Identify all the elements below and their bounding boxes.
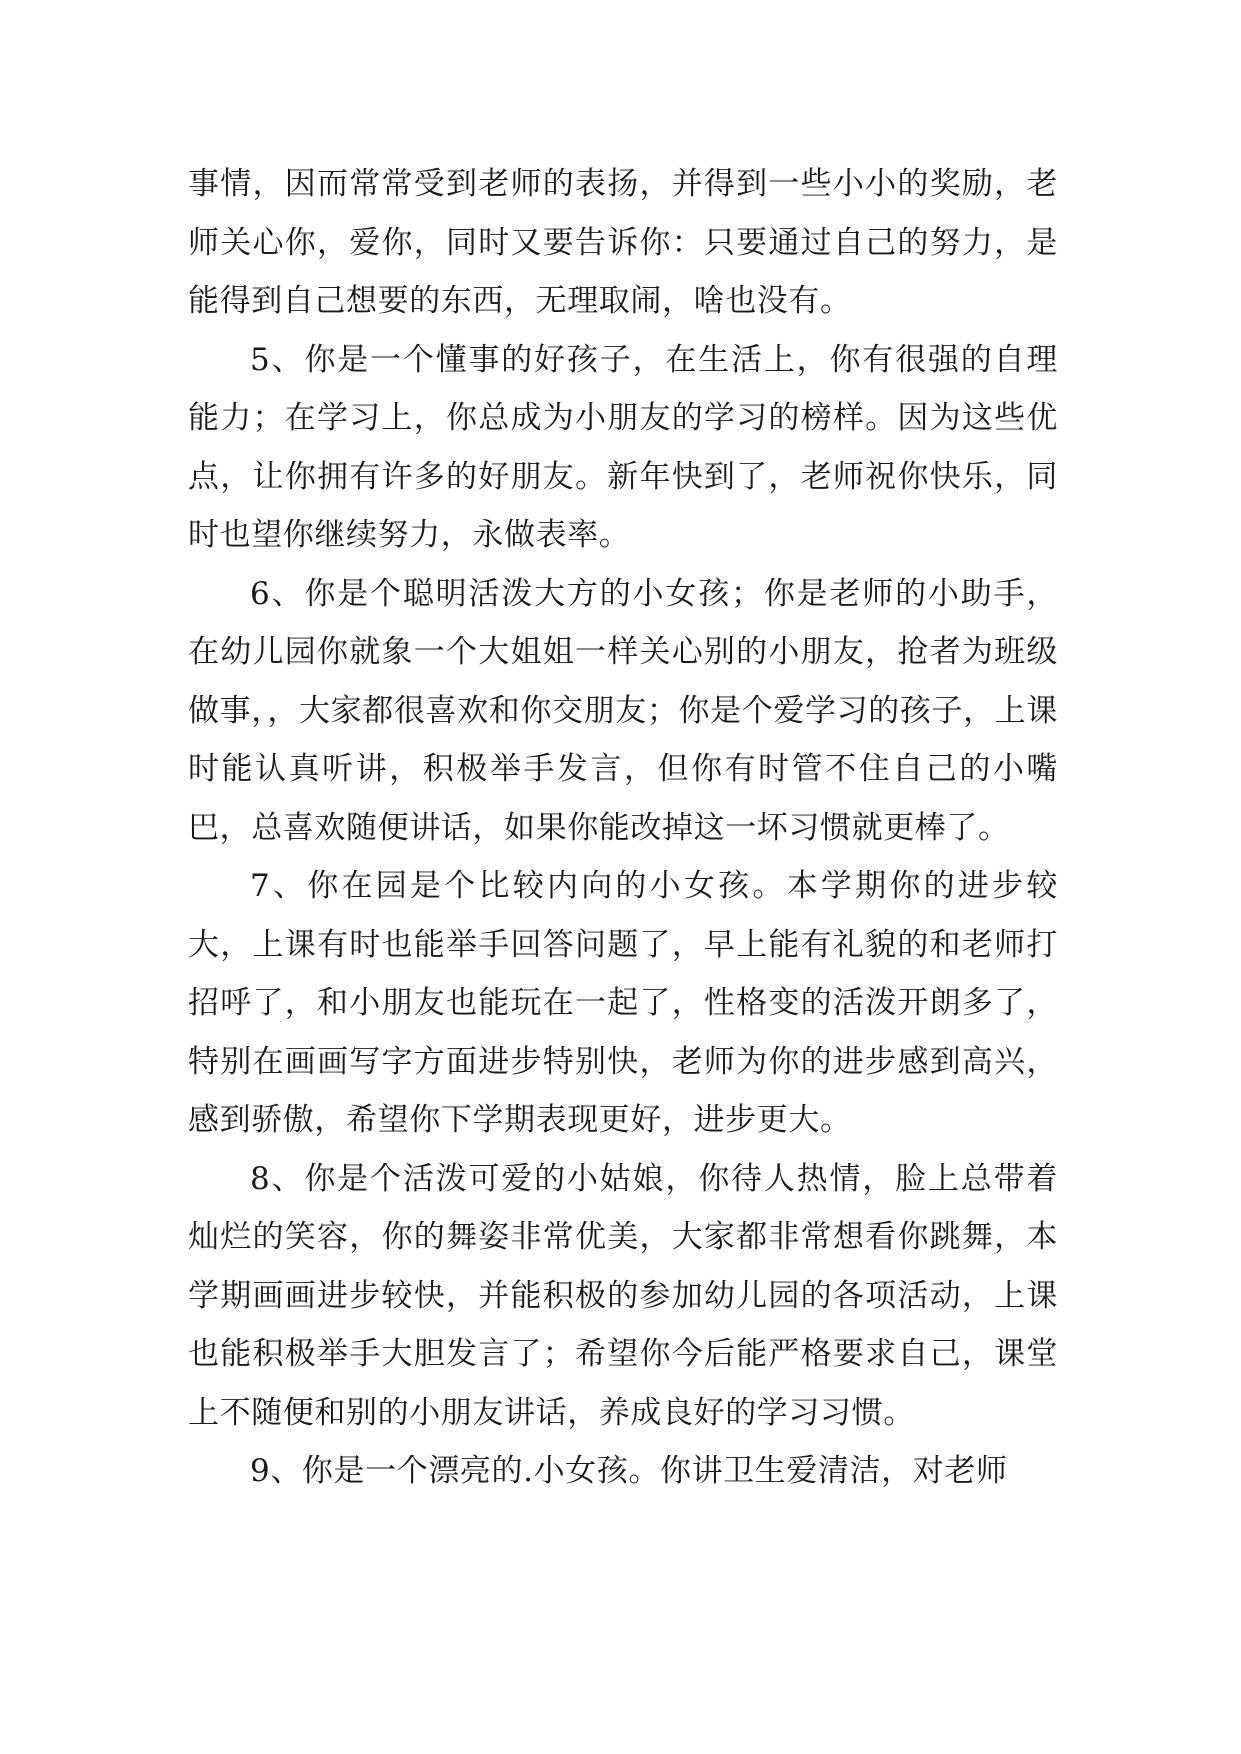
paragraph-continuation: 事情，因而常常受到老师的表扬，并得到一些小小的奖励，老师关心你，爱你，同时又要告诉你：只要通过自己的努力，是能得到自己想要的东西，无理取闹，啥也没有。 <box>188 166 1058 319</box>
paragraph-item-8: 8、你是个活泼可爱的小姑娘，你待人热情，脸上总带着灿烂的笑容，你的舞姿非常优美，大家都非常想看你跳舞，本学期画画进步较快，并能积极的参加幼儿园的各项活动，上课也能积极举手大胆发言了；希望你今后能严格要求自己，课堂上不随便和别的小朋友讲话，养成良好的学习习惯。 <box>188 1160 1058 1431</box>
paragraph-item-6: 6、你是个聪明活泼大方的小女孩；你是老师的小助手，在幼儿园你就象一个大姐姐一样关心别的小朋友，抢者为班级做事，，大家都很喜欢和你交朋友；你是个爱学习的孩子，上课时能认真听讲，积极举手发言，但你有时管不住自己的小嘴巴，总喜欢随便讲话，如果你能改掉这一坏习惯就更棒了。 <box>188 575 1058 846</box>
paragraph-item-5: 5、你是一个懂事的好孩子，在生活上，你有很强的自理能力；在学习上，你总成为小朋友的学习的榜样。因为这些优点，让你拥有许多的好朋友。新年快到了，老师祝你快乐，同时也望你继续努力，永做表率。 <box>188 341 1058 553</box>
document-body <box>188 155 1058 1501</box>
paragraph-item-7: 7、你在园是个比较内向的小女孩。本学期你的进步较大，上课有时也能举手回答问题了，早上能有礼貌的和老师打招呼了，和小朋友也能玩在一起了，性格变的活泼开朗多了，特别在画画写字方面进步特别快，老师为你的进步感到高兴，感到骄傲，希望你下学期表现更好，进步更大。 <box>188 868 1058 1138</box>
paragraph-item-9: 9、你是一个漂亮的.小女孩。你讲卫生爱清洁，对老师 <box>250 1453 1008 1489</box>
